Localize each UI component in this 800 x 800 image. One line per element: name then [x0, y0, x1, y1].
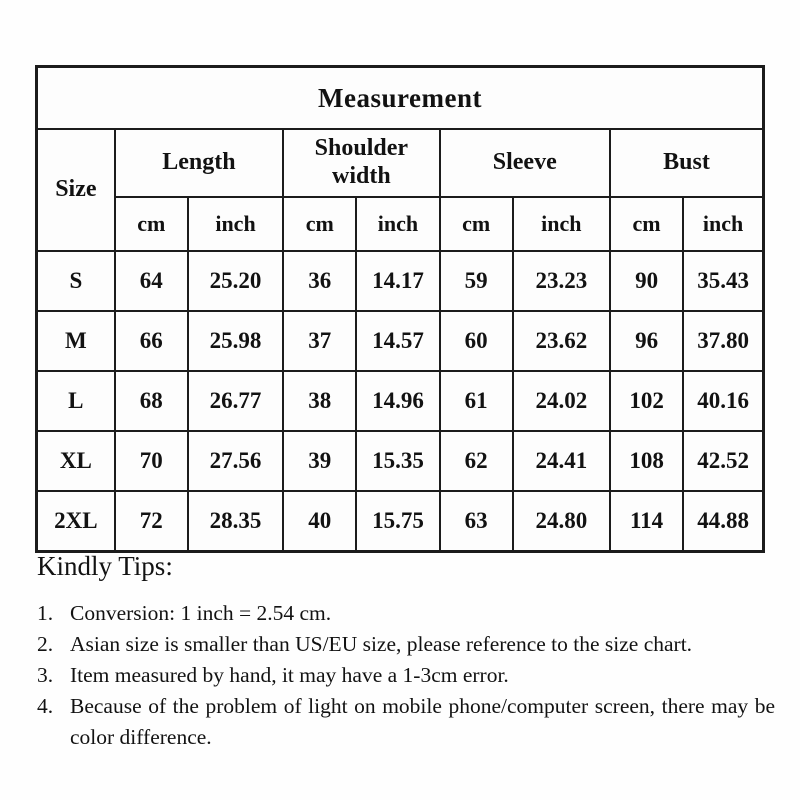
size-label: XL	[37, 431, 115, 491]
tip-item	[37, 691, 775, 753]
measurement-cell: 23.62	[513, 311, 610, 371]
measurement-cell: 102	[610, 371, 683, 431]
unit-header: inch	[683, 197, 763, 251]
measurement-cell: 27.56	[188, 431, 283, 491]
measurement-cell: 35.43	[683, 251, 763, 311]
measurement-cell: 70	[115, 431, 188, 491]
table-row-2xl	[37, 491, 764, 552]
measurement-cell: 24.02	[513, 371, 610, 431]
measurement-cell: 68	[115, 371, 188, 431]
table-row-m	[37, 311, 764, 371]
measurement-cell: 14.96	[356, 371, 439, 431]
size-column-header: Size	[37, 129, 115, 251]
tip-item	[37, 598, 775, 629]
measurement-cell: 60	[440, 311, 513, 371]
measurement-cell: 14.57	[356, 311, 439, 371]
kindly-tips-section	[37, 551, 775, 753]
measurement-cell: 15.75	[356, 491, 439, 552]
measurement-cell: 23.23	[513, 251, 610, 311]
table-title-row	[37, 67, 764, 130]
col-group-length: Length	[115, 129, 283, 197]
measurement-cell: 24.80	[513, 491, 610, 552]
size-label: 2XL	[37, 491, 115, 552]
measurement-cell: 36	[283, 251, 356, 311]
unit-header: cm	[440, 197, 513, 251]
tip-text: Item measured by hand, it may have a 1-3cm error.	[70, 663, 509, 687]
measurement-cell: 59	[440, 251, 513, 311]
measurement-cell: 66	[115, 311, 188, 371]
size-label: S	[37, 251, 115, 311]
tip-text: Conversion: 1 inch = 2.54 cm.	[70, 601, 332, 625]
measurement-cell: 24.41	[513, 431, 610, 491]
measurement-cell: 114	[610, 491, 683, 552]
measurement-cell: 44.88	[683, 491, 763, 552]
size-label: L	[37, 371, 115, 431]
measurement-cell: 28.35	[188, 491, 283, 552]
table-unit-header-row	[37, 197, 764, 251]
measurement-cell: 72	[115, 491, 188, 552]
col-group-sleeve: Sleeve	[440, 129, 610, 197]
measurement-cell: 39	[283, 431, 356, 491]
unit-header: inch	[188, 197, 283, 251]
unit-header: inch	[513, 197, 610, 251]
measurement-table	[35, 65, 765, 553]
measurement-cell: 62	[440, 431, 513, 491]
measurement-cell: 38	[283, 371, 356, 431]
measurement-cell: 96	[610, 311, 683, 371]
table-row-l	[37, 371, 764, 431]
measurement-cell: 37.80	[683, 311, 763, 371]
tip-text: Because of the problem of light on mobile phone/computer screen, there may be color difference.	[70, 694, 775, 749]
measurement-cell: 14.17	[356, 251, 439, 311]
tip-item	[37, 660, 775, 691]
measurement-cell: 15.35	[356, 431, 439, 491]
unit-header: cm	[610, 197, 683, 251]
measurement-cell: 61	[440, 371, 513, 431]
measurement-cell: 25.98	[188, 311, 283, 371]
measurement-cell: 40.16	[683, 371, 763, 431]
unit-header: cm	[115, 197, 188, 251]
tip-number: 4.	[37, 694, 54, 718]
tip-text: Asian size is smaller than US/EU size, please reference to the size chart.	[70, 632, 693, 656]
table-row-xl	[37, 431, 764, 491]
tip-number: 2.	[37, 632, 54, 656]
measurement-cell: 63	[440, 491, 513, 552]
measurement-cell: 37	[283, 311, 356, 371]
col-group-shoulder-width: Shoulder width	[283, 129, 439, 197]
measurement-cell: 26.77	[188, 371, 283, 431]
col-group-bust: Bust	[610, 129, 764, 197]
table-group-header-row	[37, 129, 764, 197]
table-row-s	[37, 251, 764, 311]
table-title: Measurement	[37, 67, 764, 130]
unit-header: inch	[356, 197, 439, 251]
tip-number: 3.	[37, 663, 54, 687]
measurement-cell: 90	[610, 251, 683, 311]
tip-item	[37, 629, 775, 660]
measurement-cell: 40	[283, 491, 356, 552]
measurement-cell: 64	[115, 251, 188, 311]
tips-heading: Kindly Tips:	[37, 551, 173, 581]
measurement-cell: 42.52	[683, 431, 763, 491]
tip-number: 1.	[37, 601, 54, 625]
size-label: M	[37, 311, 115, 371]
unit-header: cm	[283, 197, 356, 251]
measurement-cell: 25.20	[188, 251, 283, 311]
measurement-cell: 108	[610, 431, 683, 491]
